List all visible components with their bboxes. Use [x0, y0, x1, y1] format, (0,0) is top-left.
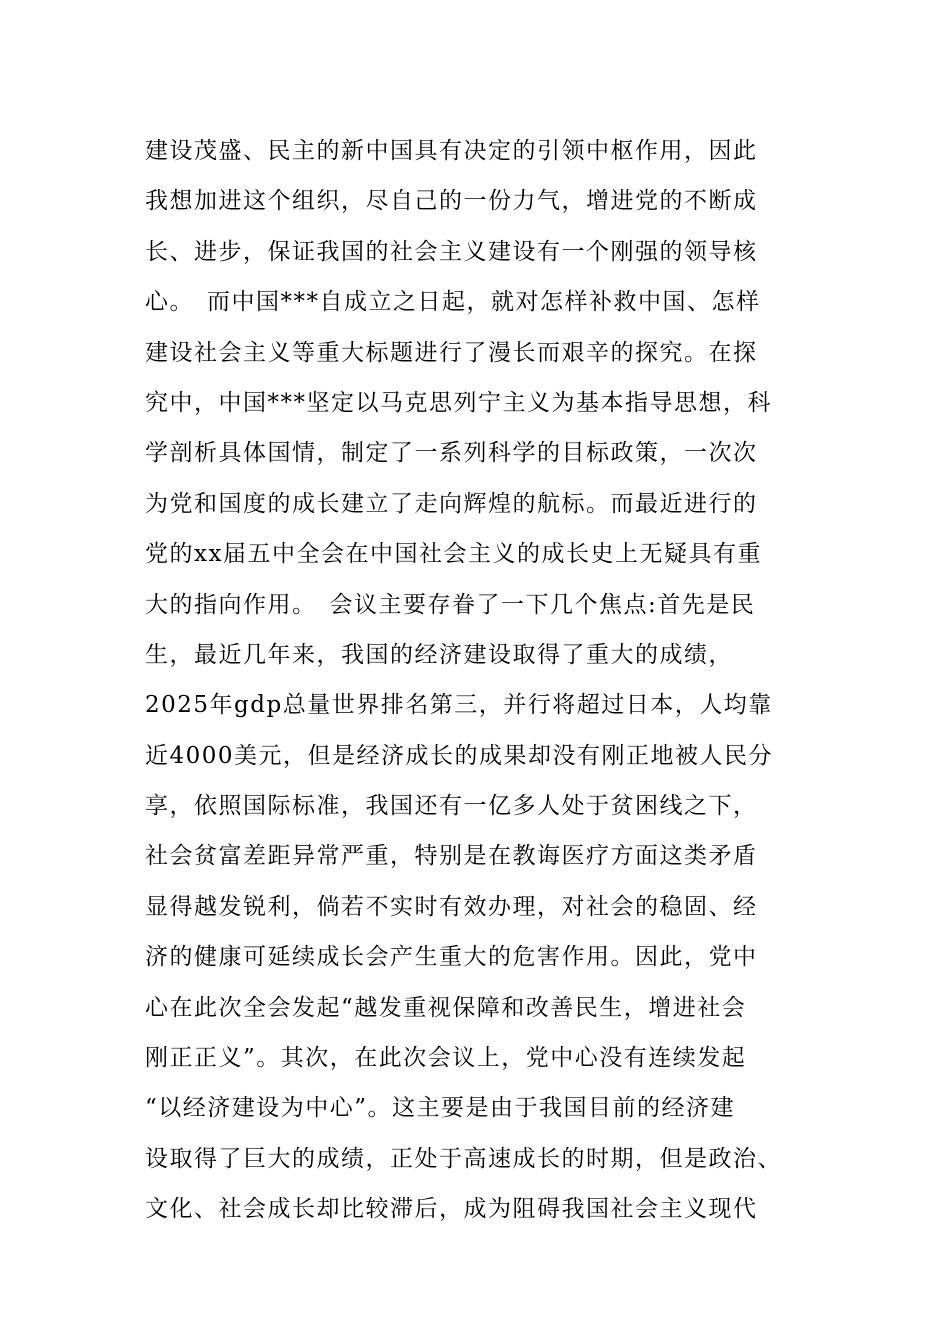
- text-line: 我想加进这个组织，尽自己的一份力气，增进党的不断成: [145, 188, 758, 215]
- text-line: 建设社会主义等重大标题进行了漫长而艰辛的探究。在探: [145, 339, 758, 366]
- text-line: 2025年gdp总量世界排名第三，并行将超过日本，人均靠: [145, 692, 773, 719]
- text-line: 为党和国度的成长建立了走向辉煌的航标。而最近进行的: [145, 490, 758, 517]
- text-line: 济的健康可延续成长会产生重大的危害作用。因此，党中: [145, 944, 758, 971]
- text-line: 显得越发锐利，倘若不实时有效办理，对社会的稳固、经: [145, 893, 758, 920]
- text-line: 党的xx届五中全会在中国社会主义的成长史上无疑具有重: [145, 541, 762, 568]
- text-line: 近4000美元，但是经济成长的成果却没有刚正地被人民分: [145, 742, 774, 769]
- text-line: 长、进步，保证我国的社会主义建设有一个刚强的领导核: [145, 238, 758, 265]
- text-line: 建设茂盛、民主的新中国具有决定的引领中枢作用，因此: [145, 138, 758, 164]
- text-line: 社会贫富差距异常严重，特别是在教诲医疗方面这类矛盾: [145, 843, 758, 870]
- text-line: 刚正正义”。其次，在此次会议上，党中心没有连续发起: [145, 1045, 747, 1072]
- text-line: 设取得了巨大的成绩，正处于高速成长的时期，但是政治、: [145, 1145, 782, 1172]
- text-line: 学剖析具体国情，制定了一系列科学的目标政策，一次次: [145, 440, 758, 467]
- text-line: 文化、社会成长却比较滞后，成为阻碍我国社会主义现代: [145, 1196, 758, 1223]
- text-line: “以经济建设为中心”。这主要是由于我国目前的经济建: [145, 1095, 736, 1122]
- text-line: 享，依照国际标准，我国还有一亿多人处于贫困线之下，: [145, 793, 758, 820]
- text-line: 心。 而中国***自成立之日起，就对怎样补救中国、怎样: [145, 289, 761, 316]
- text-line: 心在此次全会发起“越发重视保障和改善民生，增进社会: [145, 994, 747, 1021]
- text-line: 究中，中国***坚定以马克思列宁主义为基本指导思想，科: [145, 389, 772, 416]
- body-text: [145, 126, 825, 1235]
- text-line: 大的指向作用。 会议主要存眷了一下几个焦点:首先是民: [145, 591, 756, 618]
- text-line: 生，最近几年来，我国的经济建设取得了重大的成绩，: [145, 641, 733, 668]
